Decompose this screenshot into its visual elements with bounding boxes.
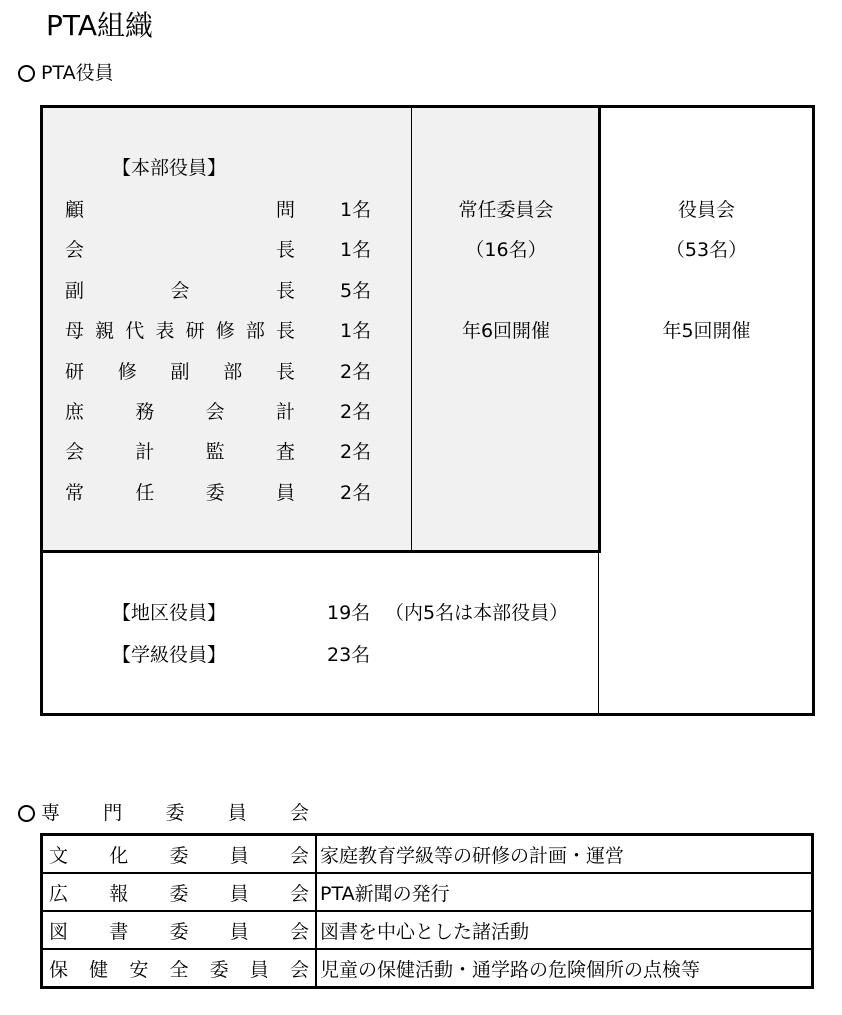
role-char: 長 [275,239,295,262]
committees-label-char: 会 [289,802,309,824]
role-char: 会 [65,441,85,464]
honbu-officer-count: 1名 [340,199,372,221]
standing-committee-name: 常任委員会 [458,199,554,221]
grade-officers-count: 23名 [327,644,371,666]
role-char: 査 [275,441,295,464]
grade-officers-label: 【学級役員】 [112,644,227,666]
committee-description: PTA新聞の発行 [316,873,813,911]
role-char: 務 [135,401,155,423]
role-char: 顧 [65,199,85,221]
standing-committee-meetings: 年6回開催 [461,320,551,342]
role-char: 研 [185,320,205,343]
committee-name-char: 委 [169,882,189,905]
committee-name-char: 会 [289,882,309,905]
officers-section-label: PTA役員 [41,62,114,84]
honbu-officer-role [65,198,295,222]
role-char: 計 [275,401,295,423]
committee-name-char: 書 [109,920,129,943]
role-char: 修 [117,360,137,383]
honbu-officer-count: 2名 [340,441,372,464]
committees-table [40,833,814,989]
role-char: 会 [205,401,225,423]
role-char: 部 [223,360,243,383]
committee-name-char: 報 [109,882,129,905]
honbu-officer-role [65,360,295,384]
committees-label-char: 委 [165,802,185,824]
role-char: 計 [135,441,155,464]
divider-bottom-council [598,553,599,713]
committee-name-char: 員 [229,882,249,905]
committees-section-label [41,800,309,826]
committee-description: 図書を中心とした諸活動 [316,911,813,949]
standing-committee-members: （16名） [465,239,547,261]
role-char: 副 [65,279,85,302]
role-char: 親 [95,320,115,343]
honbu-officer-role [65,440,295,464]
committee-name-char: 員 [249,958,269,981]
role-char: 代 [125,320,145,343]
role-char: 長 [275,279,295,302]
honbu-officer-count: 1名 [340,239,372,262]
committee-row [42,949,813,988]
honbu-officer-count: 5名 [340,279,372,302]
divider-honbu-standing [411,108,412,550]
committee-name-char: 図 [49,920,69,943]
committees-label-char: 専 [41,802,61,824]
committee-description: 家庭教育学級等の研修の計画・運営 [316,835,813,874]
district-officers-note: （内5名は本部役員） [385,602,569,624]
honbu-officer-role [65,400,295,424]
committee-name-char: 員 [229,920,249,943]
page-title: PTA組織 [46,9,153,42]
role-char: 長 [275,320,295,343]
role-char: 問 [275,199,295,221]
honbu-officer-count: 2名 [340,401,372,423]
officers-council-meetings: 年5回開催 [662,320,751,342]
committee-name [42,873,317,911]
honbu-officer-count: 2名 [340,360,372,383]
role-char: 任 [135,481,155,504]
role-char: 庶 [65,401,85,423]
circle-bullet-icon [18,805,35,822]
committee-name-char: 全 [169,958,189,981]
committee-row [42,911,813,949]
role-char: 員 [275,481,295,504]
officers-section-heading [18,60,114,86]
honbu-officer-role [65,319,295,343]
role-char: 会 [65,239,85,262]
committee-name-char: 安 [129,958,149,981]
committees-label-char: 門 [103,802,123,824]
committee-name-char: 文 [49,844,69,867]
committee-name-char: 広 [49,882,69,905]
committee-name-char: 健 [89,958,109,981]
committee-description: 児童の保健活動・通学路の危険個所の点検等 [316,949,813,988]
district-officers-label: 【地区役員】 [112,602,227,624]
officers-council-members: （53名） [665,239,748,261]
role-char: 長 [275,360,295,383]
honbu-officer-count: 1名 [340,320,372,343]
committee-name [42,949,317,988]
role-char: 表 [155,320,175,343]
committees-section-heading [18,800,309,826]
circle-bullet-icon [18,65,35,82]
committee-row [42,835,813,874]
committees-label-char: 員 [227,802,247,824]
honbu-heading: 【本部役員】 [112,157,227,179]
honbu-officer-count: 2名 [340,481,372,504]
officers-council-name: 役員会 [677,199,735,221]
committee-name-char: 委 [209,958,229,981]
committee-name-char: 委 [169,844,189,867]
honbu-officer-role [65,481,295,505]
committee-name-char: 員 [229,844,249,867]
honbu-officer-role [65,279,295,303]
committee-name [42,835,317,874]
role-char: 部 [245,320,265,343]
role-char: 会 [170,279,190,302]
role-char: 常 [65,481,85,504]
committee-name-char: 会 [289,920,309,943]
role-char: 副 [170,360,190,383]
role-char: 研 [65,360,85,383]
role-char: 監 [205,441,225,464]
committee-row [42,873,813,911]
role-char: 修 [215,320,235,343]
role-char: 委 [205,481,225,504]
committee-name-char: 会 [289,958,309,981]
district-officers-count: 19名 [327,602,371,624]
committee-name-char: 委 [169,920,189,943]
honbu-officer-role [65,238,295,262]
committee-name-char: 保 [49,958,69,981]
committee-name-char: 会 [289,844,309,867]
committee-name-char: 化 [109,844,129,867]
committee-name [42,911,317,949]
role-char: 母 [65,320,85,343]
